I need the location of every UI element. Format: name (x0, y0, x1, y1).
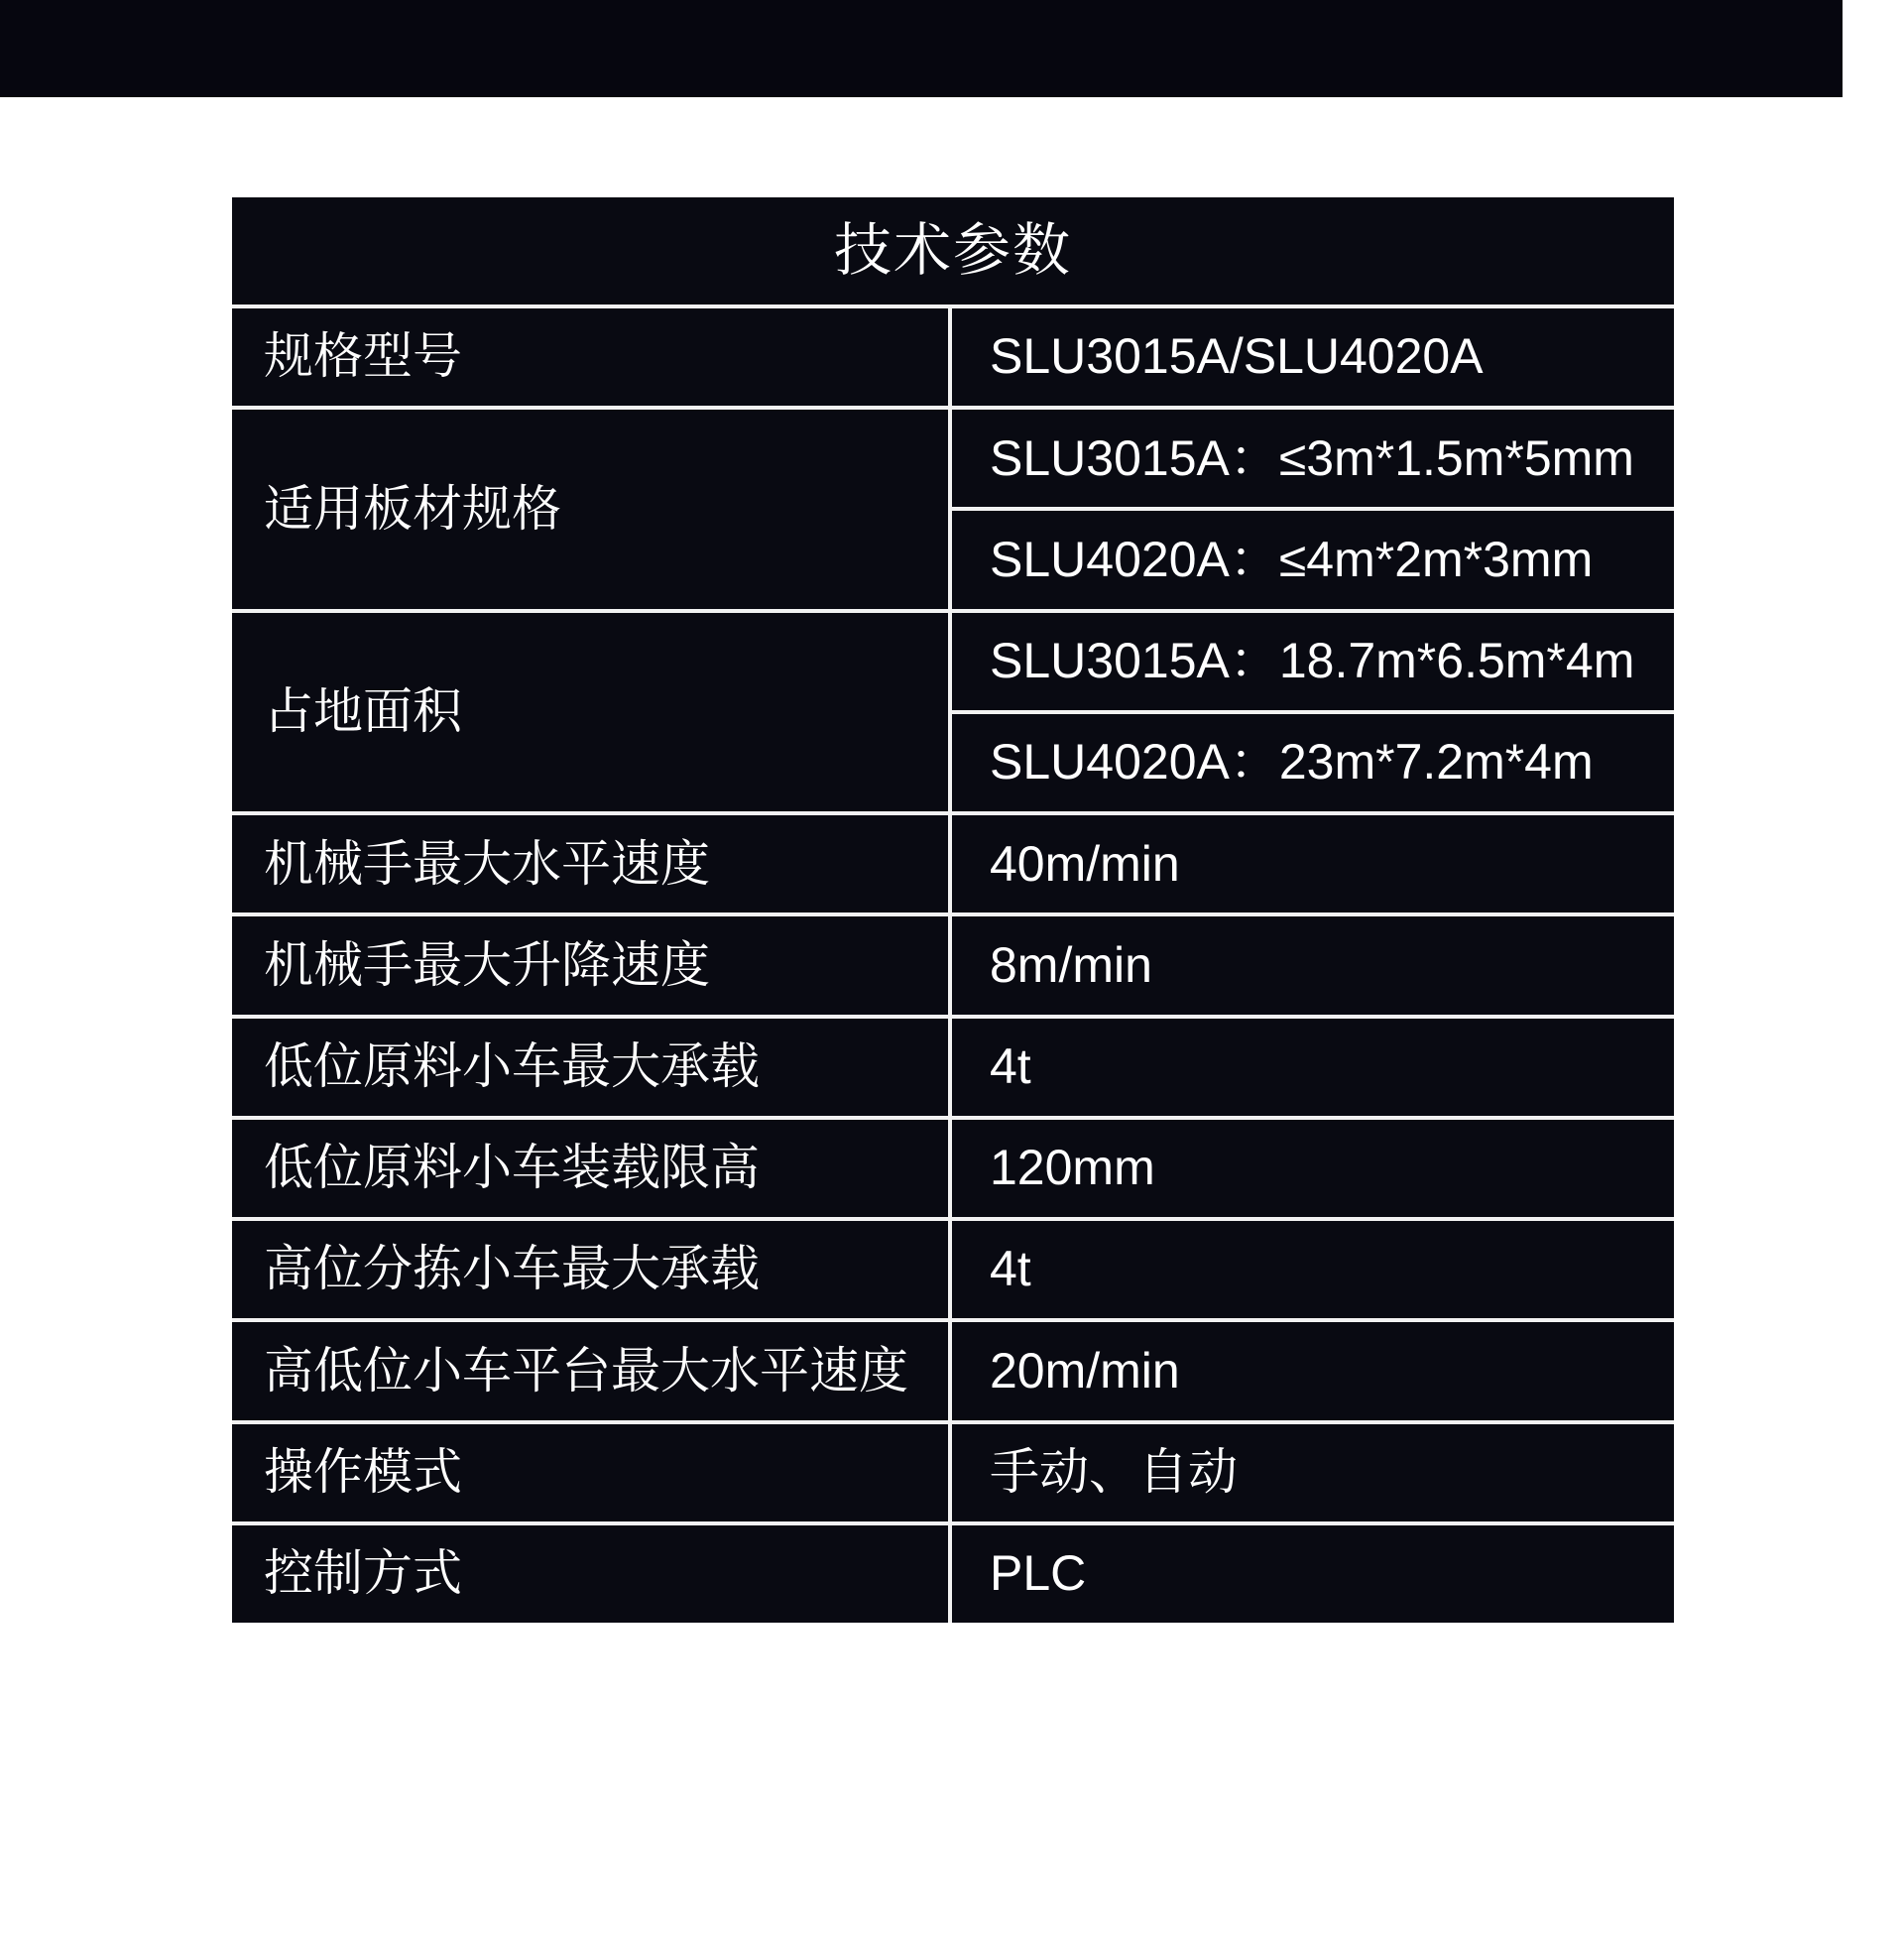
manipulator-lift-speed-label: 机械手最大升降速度 (232, 916, 948, 1014)
spec-model-value: SLU3015A/SLU4020A (952, 308, 1674, 406)
control-mode-value: PLC (952, 1525, 1674, 1623)
operation-mode-value: 手动、自动 (952, 1424, 1674, 1521)
manipulator-horizontal-speed-value: 40m/min (952, 815, 1674, 912)
control-mode-label: 控制方式 (232, 1525, 948, 1623)
high-cart-max-load-label: 高位分拣小车最大承载 (232, 1221, 948, 1318)
spec-model-label: 规格型号 (232, 308, 948, 406)
cart-platform-speed-value: 20m/min (952, 1322, 1674, 1419)
low-cart-load-height-value: 120mm (952, 1120, 1674, 1217)
footprint-value-slu3015a: SLU3015A：18.7m*6.5m*4m (952, 613, 1674, 710)
manipulator-horizontal-speed-label: 机械手最大水平速度 (232, 815, 948, 912)
footprint-value-slu4020a: SLU4020A：23m*7.2m*4m (952, 714, 1674, 811)
sheet-spec-value-slu3015a: SLU3015A：≤3m*1.5m*5mm (952, 410, 1674, 507)
cart-platform-speed-label: 高低位小车平台最大水平速度 (232, 1322, 948, 1419)
low-cart-load-height-label: 低位原料小车装载限高 (232, 1120, 948, 1217)
top-banner (0, 0, 1843, 97)
operation-mode-label: 操作模式 (232, 1424, 948, 1521)
high-cart-max-load-value: 4t (952, 1221, 1674, 1318)
footprint-label: 占地面积 (232, 613, 948, 811)
spec-table (232, 197, 1674, 1623)
manipulator-lift-speed-value: 8m/min (952, 916, 1674, 1014)
sheet-spec-value-slu4020a: SLU4020A：≤4m*2m*3mm (952, 511, 1674, 608)
sheet-spec-label: 适用板材规格 (232, 410, 948, 608)
low-cart-max-load-value: 4t (952, 1019, 1674, 1116)
low-cart-max-load-label: 低位原料小车最大承载 (232, 1019, 948, 1116)
table-title: 技术参数 (232, 197, 1674, 304)
